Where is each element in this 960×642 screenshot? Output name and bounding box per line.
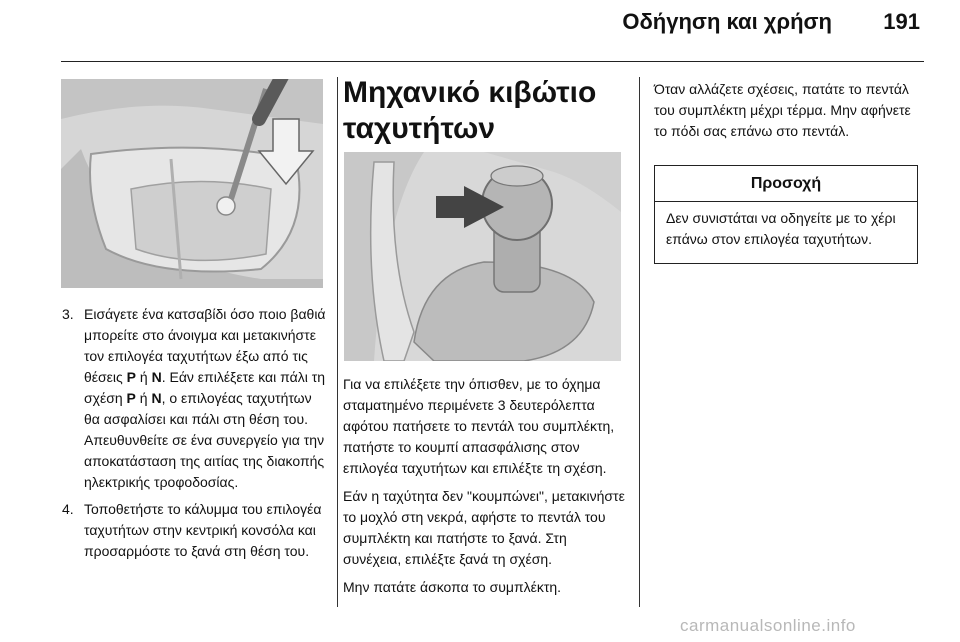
text-run: , ο επιλογέας ταχυτήτων θα ασφαλίσει και πάλι στη θέση του. Απευθυνθείτε σε ένα συνεργείο για την αποκατάσταση της αιτίας της διακοπής ηλεκτρικής τροφοδοσίας. — [84, 390, 325, 490]
screwdriver-release-figure — [61, 79, 323, 288]
text-run: . Εάν επιλέξετε και πάλι τη σχέση — [84, 369, 326, 406]
section-title: Μηχανικό κιβώτιο ταχυτήτων — [343, 76, 597, 145]
clutch-instructions — [654, 79, 920, 149]
manual-transmission-text — [343, 374, 625, 605]
page-header-title: Οδήγηση και χρήση — [622, 9, 832, 34]
paragraph: Όταν αλλάζετε σχέσεις, πατάτε το πεντάλ του συμπλέκτη μέχρι τέρμα. Μην αφήνετε το πόδι σας επάνω στο πεντάλ. — [654, 81, 911, 139]
caution-box — [654, 165, 918, 264]
list-item-number: 4. — [62, 501, 74, 517]
list-item-text — [84, 306, 326, 490]
gear-knob-illustration-icon — [344, 152, 621, 361]
text-run: ή — [135, 390, 152, 406]
caution-text: Δεν συνιστάται να οδηγείτε με το χέρι επάνω στον επιλογέα ταχυτήτων. — [666, 210, 896, 247]
watermark: carmanualsonline.info — [680, 616, 856, 635]
gear-position-p: P — [126, 390, 136, 406]
instruction-list — [62, 304, 330, 568]
list-item-number: 3. — [62, 306, 74, 322]
list-item — [62, 499, 330, 562]
list-item — [62, 304, 330, 493]
gear-position-n: N — [151, 390, 162, 406]
caution-title: Προσοχή — [655, 166, 917, 202]
gear-position-n: N — [151, 369, 162, 385]
paragraph: Εάν η ταχύτητα δεν "κουμπώνει", μετακινήστε το μοχλό στη νεκρά, αφήστε το πεντάλ του συμπλέκτη και πατήστε το ξανά. Στη συνέχεια, επιλέξτε ξανά τη σχέση. — [343, 488, 625, 567]
column-divider-left — [337, 77, 338, 607]
gear-position-p: P — [126, 369, 136, 385]
screwdriver-release-illustration-icon — [61, 79, 323, 288]
page-number: 191 — [883, 9, 920, 34]
text-run: Εισάγετε ένα κατσαβίδι όσο ποιο βαθιά μπορείτε στο άνοιγμα και μετακινήστε τον επιλογέα ταχυτήτων έξω από τις θέσεις — [84, 306, 326, 385]
header-rule — [61, 61, 924, 62]
paragraph: Για να επιλέξετε την όπισθεν, με το όχημα σταματημένο περιμένετε 3 δευτερόλεπτα αφότου πατήσετε το πεντάλ του συμπλέκτη, πατήστε το κουμπί απασφάλισης στον επιλογέα ταχυτήτων και επιλέξτε τη σχέση. — [343, 376, 615, 476]
text-run: ή — [136, 369, 152, 385]
list-item-text: Τοποθετήστε το κάλυμμα του επιλογέα ταχυτήτων στην κεντρική κονσόλα και προσαρμόστε το ξανά στη θέση του. — [84, 501, 322, 559]
column-divider-right — [639, 77, 640, 607]
gear-knob-figure — [344, 152, 621, 361]
paragraph: Μην πατάτε άσκοπα το συμπλέκτη. — [343, 579, 562, 595]
